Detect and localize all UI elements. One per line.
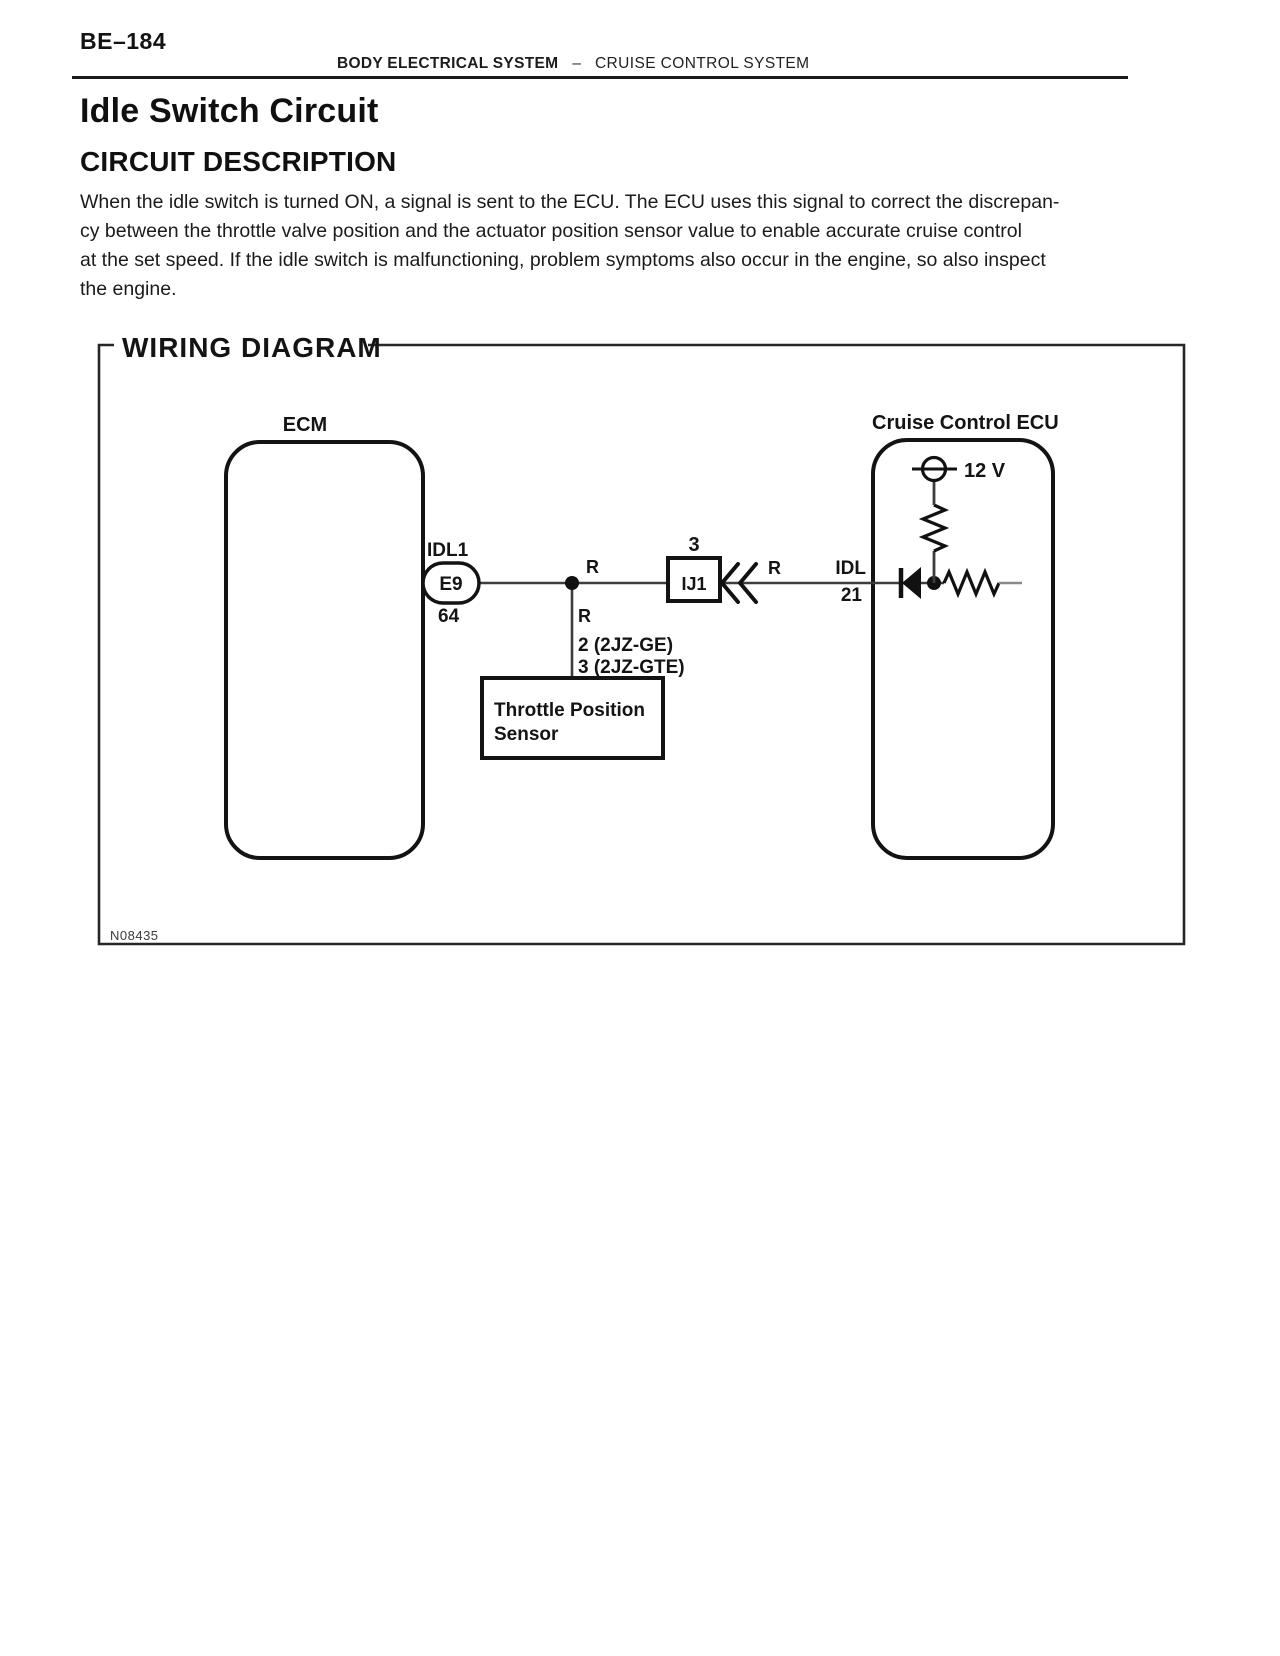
description-line: at the set speed. If the idle switch is malfunctioning, problem symptoms also occur in the engine, so also inspect (80, 249, 1046, 271)
pin-note-2jz-ge: 2 (2JZ-GE) (578, 635, 674, 656)
wire-junction-dot (565, 576, 579, 590)
description-line: When the idle switch is turned ON, a signal is sent to the ECU. The ECU uses this signal to correct the discrepan- (80, 191, 1060, 213)
junction-connector-code: IJ1 (681, 574, 707, 594)
description-line: cy between the throttle valve position and the actuator position sensor value to enable accurate cruise control (80, 220, 1022, 242)
circuit-description-heading: CIRCUIT DESCRIPTION (80, 146, 397, 177)
wiring-diagram-heading: WIRING DIAGRAM (122, 332, 382, 363)
supply-voltage-label: 12 V (964, 460, 1006, 482)
cruise-control-ecu-box (873, 440, 1053, 858)
header-section-bold: BODY ELECTRICAL SYSTEM (337, 55, 559, 72)
throttle-position-sensor-label-line1: Throttle Position (494, 700, 645, 721)
circuit-description-text (80, 188, 1150, 304)
header-separator: – (572, 55, 581, 72)
page-title: Idle Switch Circuit (80, 92, 379, 130)
page-number: BE–184 (80, 28, 167, 54)
ecu-terminal-name: IDL (835, 558, 866, 579)
header-rule (72, 76, 1128, 79)
ecm-box (226, 442, 423, 858)
running-header (337, 55, 810, 73)
wire-color-label-2: R (578, 606, 591, 626)
ecm-connector-code: E9 (439, 574, 463, 595)
description-line: the engine. (80, 278, 177, 300)
ecm-label: ECM (282, 414, 328, 436)
ecu-pin-number: 21 (840, 585, 862, 606)
cruise-control-ecu-label: Cruise Control ECU (872, 412, 1059, 434)
junction-connector-pin: 3 (688, 534, 700, 556)
ecm-pin-number: 64 (438, 606, 460, 627)
wire-color-label-3: R (768, 558, 781, 578)
throttle-position-sensor-label-line2: Sensor (494, 724, 559, 745)
wire-color-label-1: R (586, 557, 599, 577)
wiring-diagram (90, 310, 1195, 955)
pin-note-2jz-gte: 3 (2JZ-GTE) (578, 657, 685, 678)
header-section-regular: CRUISE CONTROL SYSTEM (594, 55, 810, 72)
ecm-terminal-name: IDL1 (427, 540, 469, 561)
figure-code: N08435 (110, 928, 159, 943)
